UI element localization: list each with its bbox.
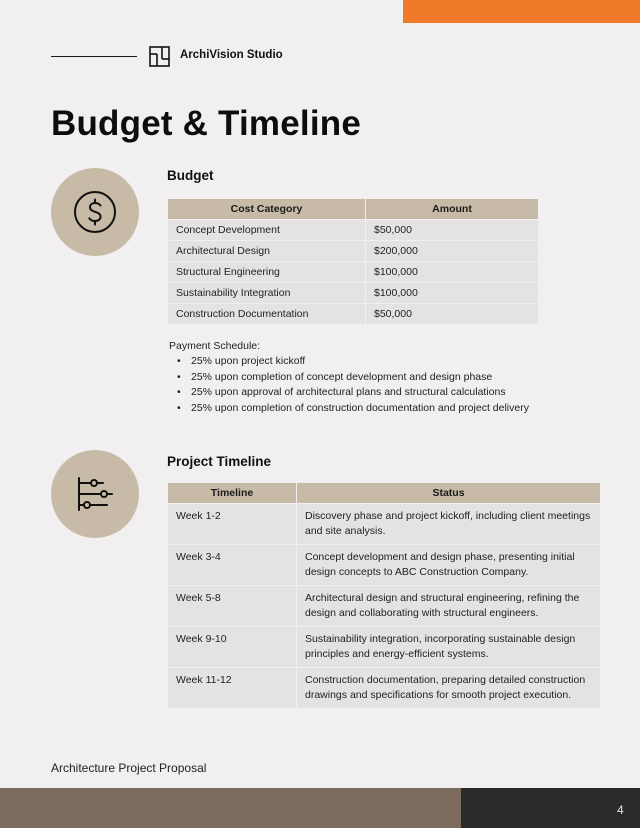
timeline-status-cell: Architectural design and structural engineering, refining the design and collaborating with structural engineers. [297,586,601,627]
list-item: • 25% upon project kickoff [175,354,549,369]
amount-cell: $100,000 [366,283,539,304]
timeline-week-cell: Week 3-4 [168,545,297,586]
table-row [168,668,601,709]
timeline-status-cell: Concept development and design phase, presenting initial design concepts to ABC Construction Company. [297,545,601,586]
table-row [168,627,601,668]
timeline-status-cell: Construction documentation, preparing detailed construction drawings and specifications for smooth project execution. [297,668,601,709]
cost-category-cell: Architectural Design [168,241,366,262]
brand-name: ArchiVision Studio [180,49,283,61]
column-header: Timeline [168,483,297,504]
list-item: • 25% upon completion of construction documentation and project delivery [175,401,549,416]
amount-cell: $200,000 [366,241,539,262]
logo-icon [149,46,170,67]
cost-category-cell: Concept Development [168,220,366,241]
amount-cell: $50,000 [366,304,539,325]
column-header: Cost Category [168,199,366,220]
cost-category-cell: Structural Engineering [168,262,366,283]
budget-table [167,198,539,325]
timeline-week-cell: Week 5-8 [168,586,297,627]
budget-icon-circle [51,168,139,256]
table-row [168,586,601,627]
list-item: • 25% upon approval of architectural plans and structural calculations [175,385,549,400]
amount-cell: $50,000 [366,220,539,241]
timeline-status-cell: Discovery phase and project kickoff, including client meetings and site analysis. [297,504,601,545]
footer-label: Architecture Project Proposal [51,761,207,775]
table-row [168,262,539,283]
table-row [168,241,539,262]
timeline-week-cell: Week 1-2 [168,504,297,545]
timeline-heading: Project Timeline [167,454,272,469]
timeline-status-cell: Sustainability integration, incorporating sustainable design principles and energy-efficient systems. [297,627,601,668]
table-row [168,283,539,304]
table-row [168,504,601,545]
timeline-week-cell: Week 11-12 [168,668,297,709]
cost-category-cell: Sustainability Integration [168,283,366,304]
payment-schedule [169,339,549,416]
accent-bar [403,0,640,23]
budget-heading: Budget [167,168,214,183]
timeline-icon [75,474,115,514]
footer-bar-dark [461,788,640,828]
payment-schedule-label: Payment Schedule: [169,340,261,352]
footer-bar [0,788,461,828]
column-header: Status [297,483,601,504]
payment-list [175,354,549,416]
column-header: Amount [366,199,539,220]
page-number: 4 [617,803,624,817]
timeline-table [167,482,601,709]
cost-category-cell: Construction Documentation [168,304,366,325]
table-header-row [168,199,539,220]
table-row [168,304,539,325]
dollar-icon [72,189,118,235]
timeline-icon-circle [51,450,139,538]
header-divider [51,56,137,57]
list-item: • 25% upon completion of concept development and design phase [175,370,549,385]
table-row [168,545,601,586]
timeline-week-cell: Week 9-10 [168,627,297,668]
table-row [168,220,539,241]
page-title: Budget & Timeline [51,104,362,143]
amount-cell: $100,000 [366,262,539,283]
table-header-row [168,483,601,504]
